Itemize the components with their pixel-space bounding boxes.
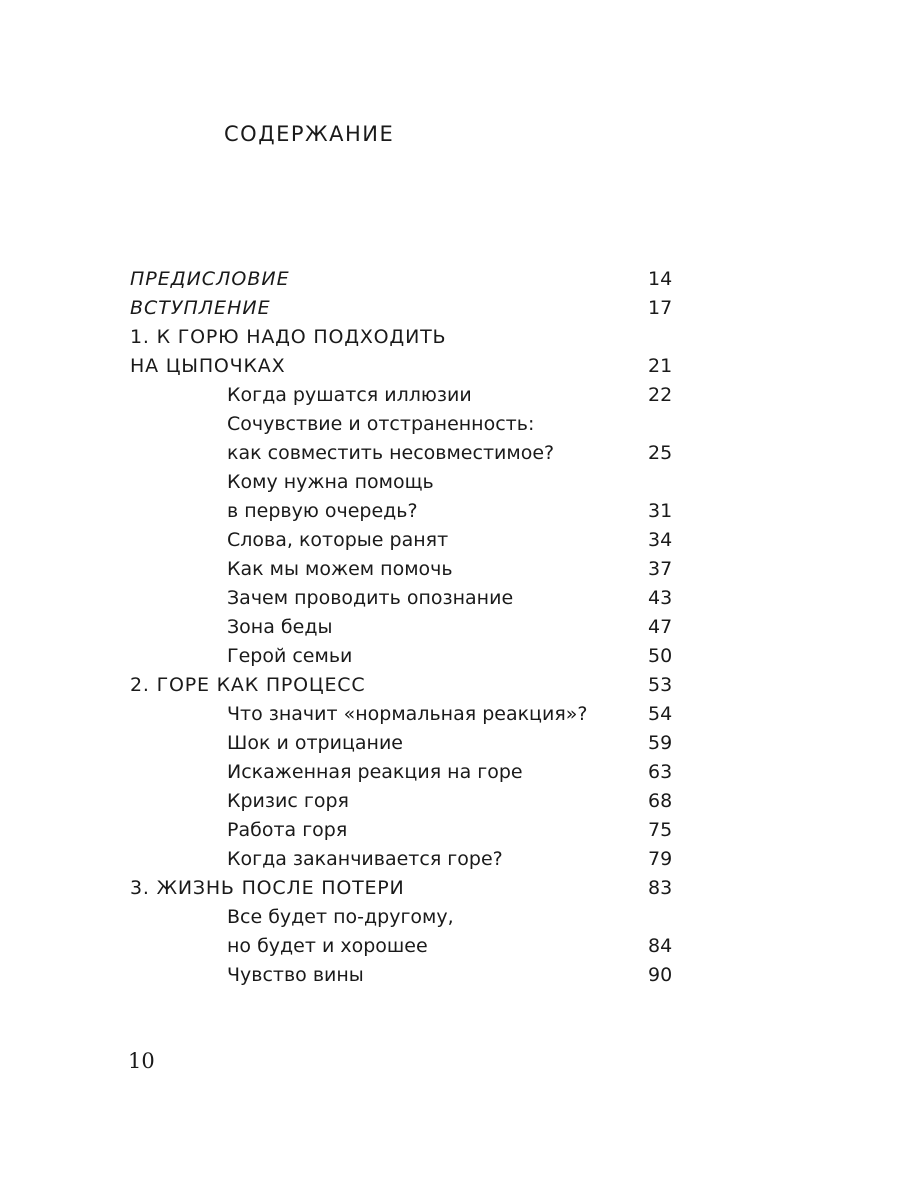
toc-entry-label: Сочувствие и отстраненность: (227, 413, 535, 435)
toc-entry-label: в первую очередь? (227, 500, 418, 522)
toc-entry-label: Зачем проводить опознание (227, 587, 514, 609)
toc-chapter-1 (130, 323, 676, 352)
toc-entry-label: 3. ЖИЗНЬ ПОСЛЕ ПОТЕРИ (130, 877, 405, 899)
toc-entry-label: Работа горя (227, 819, 348, 841)
toc-entry-label: Слова, которые ранят (227, 529, 449, 551)
toc-chapter-3 (130, 874, 676, 903)
toc-entry-page: 54 (648, 703, 673, 725)
toc-entry-label: ВСТУПЛЕНИЕ (130, 297, 271, 319)
toc-subentry (130, 584, 676, 613)
toc-entry-page: 75 (648, 819, 673, 841)
toc-entry-label: Что значит «нормальная реакция»? (227, 703, 588, 725)
toc-subentry (130, 758, 676, 787)
toc-entry-page: 47 (648, 616, 673, 638)
toc-entry-label: 1. К ГОРЮ НАДО ПОДХОДИТЬ (130, 326, 447, 348)
toc-entry-page: 21 (648, 355, 673, 377)
toc-entry-page: 79 (648, 848, 673, 870)
toc-entry-page: 53 (648, 674, 673, 696)
toc-chapter-1-continued (130, 352, 676, 381)
toc-entry-page: 31 (648, 500, 673, 522)
toc-subentry (130, 439, 676, 468)
toc-entry-label: Все будет по-другому, (227, 906, 454, 928)
toc-entry-label: 2. ГОРЕ КАК ПРОЦЕСС (130, 674, 366, 696)
toc-entry-page: 84 (648, 935, 673, 957)
toc-entry-label: Когда рушатся иллюзии (227, 384, 472, 406)
toc-entry-preface (130, 265, 676, 294)
toc-entry-page: 34 (648, 529, 673, 551)
toc-subentry (130, 903, 676, 932)
toc-entry-page: 59 (648, 732, 673, 754)
toc-entry-label: ПРЕДИСЛОВИЕ (130, 268, 290, 290)
toc-entry-label: Кому нужна помощь (227, 471, 434, 493)
toc-entry-label: Шок и отрицание (227, 732, 403, 754)
table-of-contents (130, 265, 676, 990)
toc-subentry (130, 468, 676, 497)
page-number: 10 (128, 1049, 155, 1073)
toc-subentry (130, 700, 676, 729)
toc-entry-label: Чувство вины (227, 964, 364, 986)
toc-subentry (130, 555, 676, 584)
toc-entry-label: Кризис горя (227, 790, 349, 812)
toc-subentry (130, 932, 676, 961)
toc-subentry (130, 961, 676, 990)
toc-entry-page: 63 (648, 761, 673, 783)
toc-subentry (130, 526, 676, 555)
toc-entry-label: Зона беды (227, 616, 333, 638)
page-title: СОДЕРЖАНИЕ (224, 122, 395, 146)
toc-entry-page: 50 (648, 645, 673, 667)
toc-subentry (130, 729, 676, 758)
toc-entry-label: НА ЦЫПОЧКАХ (130, 355, 286, 377)
toc-entry-label: но будет и хорошее (227, 935, 428, 957)
toc-subentry (130, 381, 676, 410)
toc-entry-page: 25 (648, 442, 673, 464)
toc-subentry (130, 787, 676, 816)
toc-subentry (130, 642, 676, 671)
toc-subentry (130, 410, 676, 439)
toc-entry-label: Герой семьи (227, 645, 353, 667)
toc-entry-page: 17 (648, 297, 673, 319)
toc-entry-label: Как мы можем помочь (227, 558, 453, 580)
toc-entry-page: 68 (648, 790, 673, 812)
toc-chapter-2 (130, 671, 676, 700)
toc-entry-label: как совместить несовместимое? (227, 442, 555, 464)
toc-subentry (130, 497, 676, 526)
toc-entry-introduction (130, 294, 676, 323)
toc-entry-page: 22 (648, 384, 673, 406)
toc-entry-page: 37 (648, 558, 673, 580)
toc-entry-page: 83 (648, 877, 673, 899)
toc-entry-label: Искаженная реакция на горе (227, 761, 523, 783)
toc-entry-page: 90 (648, 964, 673, 986)
toc-entry-page: 14 (648, 268, 673, 290)
toc-entry-page: 43 (648, 587, 673, 609)
toc-subentry (130, 845, 676, 874)
toc-subentry (130, 816, 676, 845)
toc-entry-label: Когда заканчивается горе? (227, 848, 503, 870)
toc-subentry (130, 613, 676, 642)
